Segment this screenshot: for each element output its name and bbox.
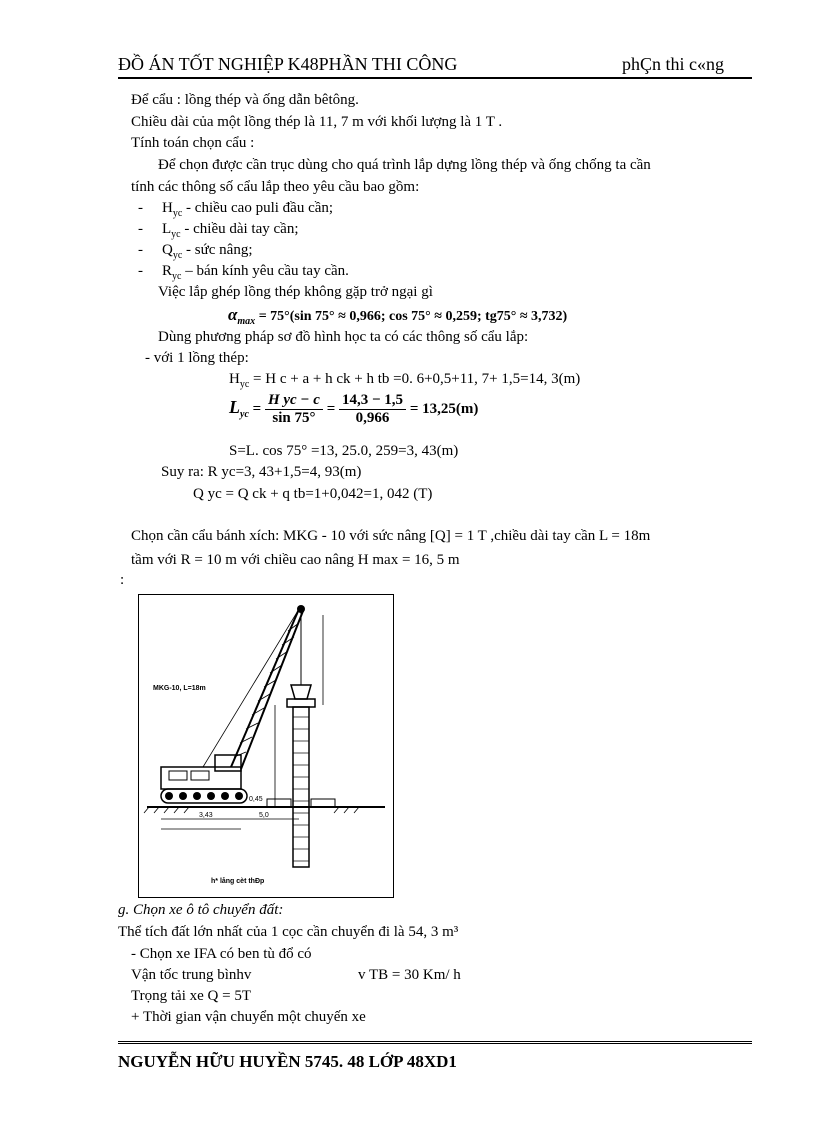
text-line: Thể tích đất lớn nhất của 1 cọc cần chuyển đi là 54, 3 m³ [118, 924, 459, 940]
bullet-item: - $L_{yc}$ - chiều dài tay cần; [138, 221, 299, 240]
text-line: Chọn cần cẩu bánh xích: MKG - 10 với sức nâng [Q] = 1 T ,chiều dài tay cần L = 18m [131, 528, 651, 544]
header-right: phÇn thi c«ng [622, 54, 724, 74]
text-line: - với 1 lồng thép: [145, 350, 249, 366]
text-line: Trọng tải xe Q = 5T [131, 988, 251, 1004]
text-line: : [120, 572, 125, 588]
footer-text: NGUYỄN HỮU HUYỀN 5745. 48 LỚP 48XD1 [118, 1052, 457, 1071]
text-line: + Thời gian vận chuyển một chuyến xe [131, 1009, 366, 1025]
header-title: ĐỒ ÁN TỐT NGHIỆP K48PHẦN THI CÔNG [118, 54, 458, 74]
text-line: Để cẩu : lồng thép và ống dẫn bêtông. [131, 92, 359, 108]
text-line: Chiều dài của một lồng thép là 11, 7 m với khối lượng là 1 T . [131, 114, 503, 130]
text-line: - Chọn xe IFA có ben tù đổ có [131, 946, 312, 962]
lyc-equation: $L_{yc}$ = $\frac{\text{H yc − c}}{\sin 75^\circ}$ = $\frac{14,3 - 1,5}{0,966}$ = 13,25(m) [229, 392, 479, 426]
text-line: Việc lắp ghép lồng thép không gặp trở ngại gì [158, 284, 433, 300]
dim-label: 5,0 [259, 812, 269, 819]
text-line: Tính toán chọn cẩu : [131, 135, 255, 151]
text-line: Vận tốc trung bìnhv [131, 967, 252, 983]
text-line: Để chọn được cần trục dùng cho quá trình lắp dựng lồng thép và ống chống ta cần [158, 157, 651, 173]
alpha-equation: $\alpha_{max} = 75^\circ(\sin$ 75° ≈ 0,966; cos 75° ≈ 0,259; tg75° ≈ 3,732) [228, 305, 568, 327]
footer-rule [118, 1041, 752, 1044]
text-line: Dùng phương pháp sơ đồ hình học ta có các thông số cẩu lắp: [158, 329, 529, 345]
crane-label: MKG-10, L=18m [153, 685, 206, 692]
crane-diagram [139, 595, 393, 897]
s-equation: S=L. cos 75° =13, 25.0, 259=3, 43(m) [229, 443, 459, 459]
text-line: tầm với R = 10 m với chiều cao nâng H max = 16, 5 m [131, 552, 460, 568]
figure-caption: h* lång cèt thÐp [211, 878, 265, 885]
text-line: tính các thông số cẩu lắp theo yêu cầu bao gồm: [131, 179, 420, 195]
qyc-equation: Q yc = Q ck + q tb=1+0,042=1, 042 (T) [193, 486, 433, 502]
dim-label: 0,45 [249, 796, 263, 803]
section-heading: g. Chọn xe ô tô chuyển đất: [118, 902, 284, 918]
header-rule [118, 77, 752, 79]
suy-ra-line: Suy ra: R yc=3, 43+1,5=4, 93(m) [161, 464, 362, 480]
crane-figure [138, 594, 394, 898]
bullet-item: - $R_{yc}$ – bán kính yêu cầu tay cần. [138, 263, 349, 282]
dim-label: 3,43 [199, 812, 213, 819]
bullet-item: - $H_{yc}$ - chiều cao puli đầu cần; [138, 200, 334, 219]
velocity-equation: v TB = 30 Km/ h [358, 967, 461, 983]
hyc-equation: $H_{yc} = H$ c + a + h ck + h tb =0. 6+0,5+11, 7+ 1,5=14, 3(m) [229, 371, 581, 390]
bullet-item: - $Q_{yc}$ - sức nâng; [138, 242, 253, 261]
